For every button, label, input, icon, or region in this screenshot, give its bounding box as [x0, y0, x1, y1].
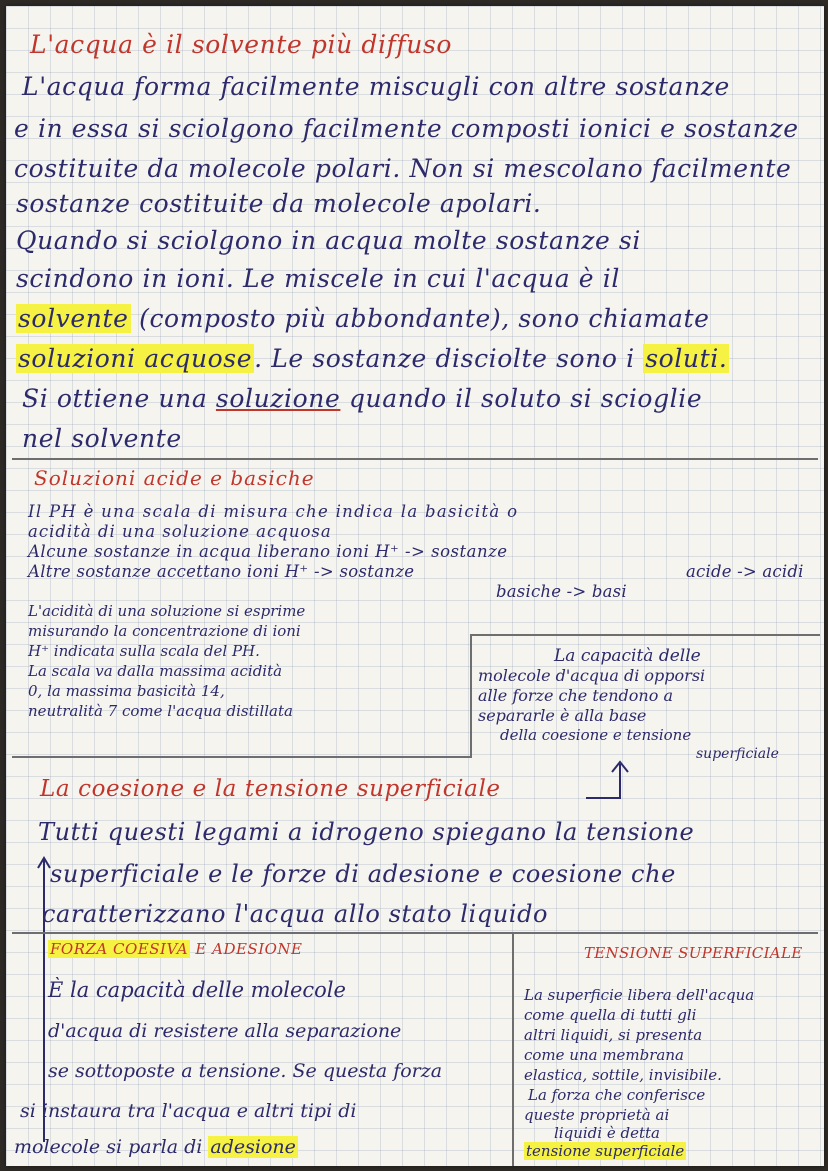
- cohesion-line-2: superficiale e le forze di adesione e coesione che: [50, 860, 676, 888]
- right-line-9: [524, 1142, 686, 1160]
- ph-line-1: Il PH è una scala di misura che indica la basicità o: [28, 502, 519, 521]
- solution-line: [22, 384, 702, 413]
- adhesion-term: adesione: [210, 1136, 296, 1158]
- box-border-bottom: [12, 756, 472, 758]
- box-line-5: della coesione e tensione: [500, 726, 692, 744]
- left-line-4: si instaura tra l'acqua e altri tipi di: [20, 1100, 357, 1122]
- solutes-term: soluti.: [645, 344, 728, 373]
- solution-post: quando il soluto si scioglie: [348, 384, 703, 413]
- section-divider: [12, 458, 818, 460]
- cohesive-force-term: FORZA COESIVA: [50, 940, 189, 958]
- intro-line-1: L'acqua forma facilmente miscugli con altre sostanze: [22, 72, 730, 101]
- right-line-8: liquidi è detta: [554, 1124, 660, 1142]
- column-divider: [512, 934, 514, 1166]
- ph-scale-2: misurando la concentrazione di ioni: [28, 622, 301, 640]
- box-line-4: separarle è alla base: [478, 706, 647, 725]
- ph-scale-3: H⁺ indicata sulla scala del PH.: [28, 642, 260, 660]
- left-line-3: se sottoposte a tensione. Se questa forza: [48, 1060, 443, 1082]
- right-line-5: elastica, sottile, invisibile.: [524, 1066, 722, 1084]
- ph-line-3: Alcune sostanze in acqua liberano ioni H⁺ -> sostanze: [28, 542, 508, 561]
- notebook-page: [6, 6, 824, 1166]
- intro-line-5: Quando si sciolgono in acqua molte sostanze si: [16, 226, 641, 255]
- solutions-mid: . Le sostanze disciolte sono i: [254, 344, 635, 373]
- solutions-line: [16, 344, 729, 373]
- left-line-1: È la capacità delle molecole: [48, 978, 346, 1002]
- surface-tension-term: tensione superficiale: [526, 1142, 685, 1160]
- box-line-6: superficiale: [696, 746, 779, 762]
- solvent-rest: (composto più abbondante), sono chiamate: [139, 304, 710, 333]
- right-line-6: La forza che conferisce: [528, 1086, 706, 1104]
- cohesion-line-1: Tutti questi legami a idrogeno spiegano la tensione: [38, 818, 695, 846]
- section-divider: [12, 932, 818, 934]
- box-line-1: La capacità delle: [554, 646, 701, 666]
- box-line-3: alle forze che tendono a: [478, 686, 673, 705]
- solution-line-end: nel solvente: [22, 424, 182, 453]
- ph-acide-label: acide -> acidi: [686, 562, 804, 581]
- right-line-1: La superficie libera dell'acqua: [524, 986, 755, 1004]
- right-line-2: come quella di tutti gli: [524, 1006, 697, 1024]
- right-line-3: altri liquidi, si presenta: [524, 1026, 703, 1044]
- solution-term: soluzione: [215, 384, 341, 413]
- box-line-2: molecole d'acqua di opporsi: [478, 666, 706, 685]
- solvent-line: [16, 304, 710, 333]
- solutions-term: soluzioni acquose: [18, 344, 253, 373]
- ph-scale-5: 0, la massima basicità 14,: [28, 682, 225, 700]
- left-line-5: [14, 1136, 298, 1158]
- intro-line-3: costituite da molecole polari. Non si mescolano facilmente: [14, 154, 792, 183]
- left-last-pre: molecole si parla di: [14, 1136, 203, 1158]
- right-line-4: come una membrana: [524, 1046, 684, 1064]
- adhesion-heading: E ADESIONE: [195, 940, 303, 958]
- right-line-7: queste proprietà ai: [524, 1106, 670, 1124]
- intro-line-4: sostanze costituite da molecole apolari.: [16, 189, 542, 218]
- ph-heading: Soluzioni acide e basiche: [34, 466, 315, 490]
- cohesion-heading: La coesione e la tensione superficiale: [40, 776, 501, 802]
- box-border-left: [470, 636, 472, 758]
- ph-scale-6: neutralità 7 come l'acqua distillata: [28, 702, 293, 720]
- surface-tension-heading: TENSIONE SUPERFICIALE: [584, 944, 803, 962]
- solvent-term: solvente: [18, 304, 129, 333]
- ph-line-5: basiche -> basi: [496, 582, 627, 601]
- solution-pre: Si ottiene una: [22, 384, 208, 413]
- ph-scale-4: La scala va dalla massima acidità: [28, 662, 283, 680]
- ph-line-4: Altre sostanze accettano ioni H⁺ -> sostanze: [28, 562, 415, 581]
- link-arrow-icon: [582, 758, 638, 802]
- intro-line-2: e in essa si sciolgono facilmente composti ionici e sostanze: [14, 114, 799, 143]
- cohesion-force-heading: [48, 940, 303, 958]
- ph-scale-1: L'acidità di una soluzione si esprime: [28, 602, 306, 620]
- left-line-2: d'acqua di resistere alla separazione: [48, 1020, 402, 1042]
- intro-line-6: scindono in ioni. Le miscele in cui l'acqua è il: [16, 264, 620, 293]
- page-title: L'acqua è il solvente più diffuso: [30, 30, 453, 59]
- cohesion-line-3: caratterizzano l'acqua allo stato liquido: [42, 900, 549, 928]
- ph-line-2: acidità di una soluzione acquosa: [28, 522, 332, 541]
- box-border-top: [470, 634, 820, 636]
